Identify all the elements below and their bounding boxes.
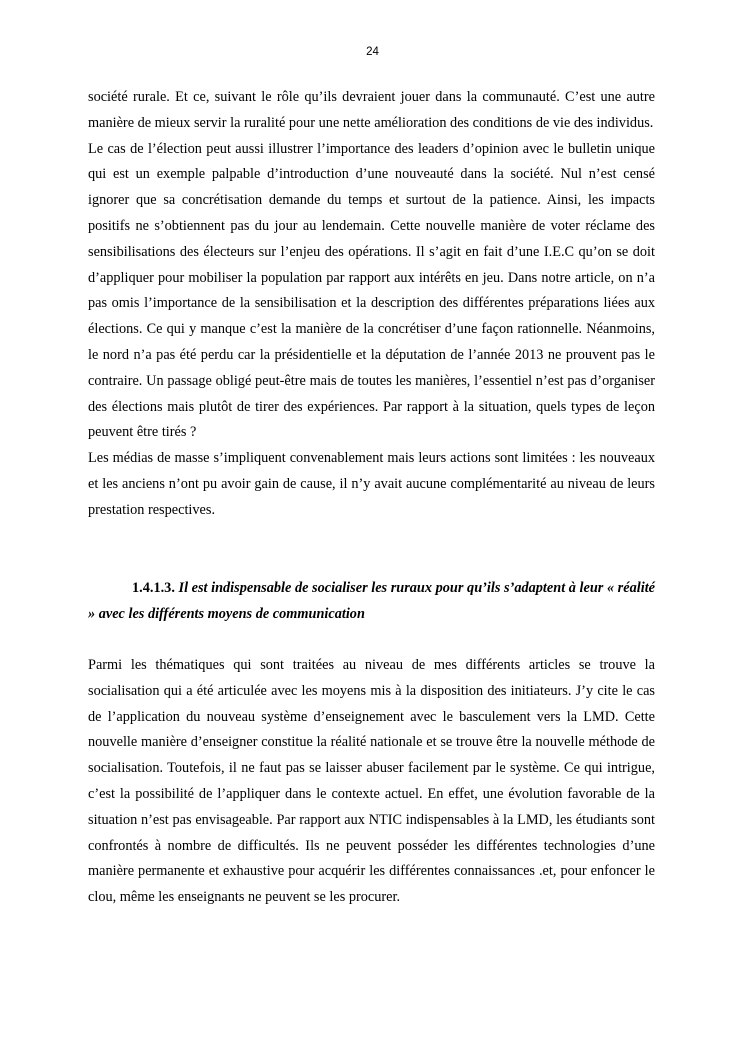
section-heading [88, 576, 655, 628]
section-number: 1.4.1.3. [132, 580, 175, 596]
paragraph: Les médias de masse s’impliquent convenablement mais leurs actions sont limitées : les nouveaux et les anciens n’ont pu avoir gain de cause, il n’y avait aucune complémentarité au niveau de leurs prestation respectives. [88, 450, 655, 518]
body-text-block-2 [88, 653, 655, 911]
body-text-block-1 [88, 85, 655, 524]
page-number: 24 [366, 46, 379, 58]
paragraph: société rurale. Et ce, suivant le rôle qu’ils devraient jouer dans la communauté. C’est une autre manière de mieux servir la ruralité pour une nette amélioration des conditions de vie des individus. [88, 89, 655, 131]
section-title: Il est indispensable de socialiser les ruraux pour qu’ils s’adaptent à leur « réalité » avec les différents moyens de communication [88, 580, 656, 622]
paragraph: Le cas de l’élection peut aussi illustrer l’importance des leaders d’opinion avec le bulletin unique qui est un exemple palpable d’introduction d’une nouveauté dans la société. Nul n’est censé ignorer que sa concrétisation demande du temps et surtout de la patience. Ainsi, les impacts positifs ne s’obtiennent pas du jour au lendemain. Cette nouvelle manière de voter réclame des sensibilisations des électeurs sur l’enjeu des opérations. Il s’agit en fait d’une I.E.C qu’on se doit d’appliquer pour mobiliser la population par rapport aux intérêts en jeu. Dans notre article, on n’a pas omis l’importance de la sensibilisation et la description des différentes préparations liées aux élections. Ce qui y manque c’est la manière de la concrétiser d’une façon rationnelle. Néanmoins, le nord n’a pas été perdu car la présidentielle et la députation de l’année 2013 ne prouvent pas le contraire. Un passage obligé peut-être mais de toutes les manières, l’essentiel n’est pas d’organiser des élections mais plutôt de tirer des expériences. Par rapport à la situation, quels types de leçon peuvent être tirés ? [88, 140, 655, 441]
paragraph: Parmi les thématiques qui sont traitées au niveau de mes différents articles se trouve la socialisation qui a été articulée avec les moyens mis à la disposition des initiateurs. J’y cite le cas de l’application du nouveau système d’enseignement avec le basculement vers la LMD. Cette nouvelle manière d’enseigner constitue la réalité nationale et se trouve être la nouvelle méthode de socialisation. Toutefois, il ne faut pas se laisser abuser facilement par le système. Ce qui intrigue, c’est la possibilité de l’appliquer dans le contexte actuel. En effet, une évolution favorable de la situation n’est pas envisageable. Par rapport aux NTIC indispensables à la LMD, les étudiants sont confrontés à nombre de difficultés. Ils ne peuvent posséder les différentes technologies d’une manière permanente et exhaustive pour acquérir les différentes connaissances .et, pour enfoncer le clou, même les enseignants ne peuvent se les procurer. [88, 657, 655, 906]
